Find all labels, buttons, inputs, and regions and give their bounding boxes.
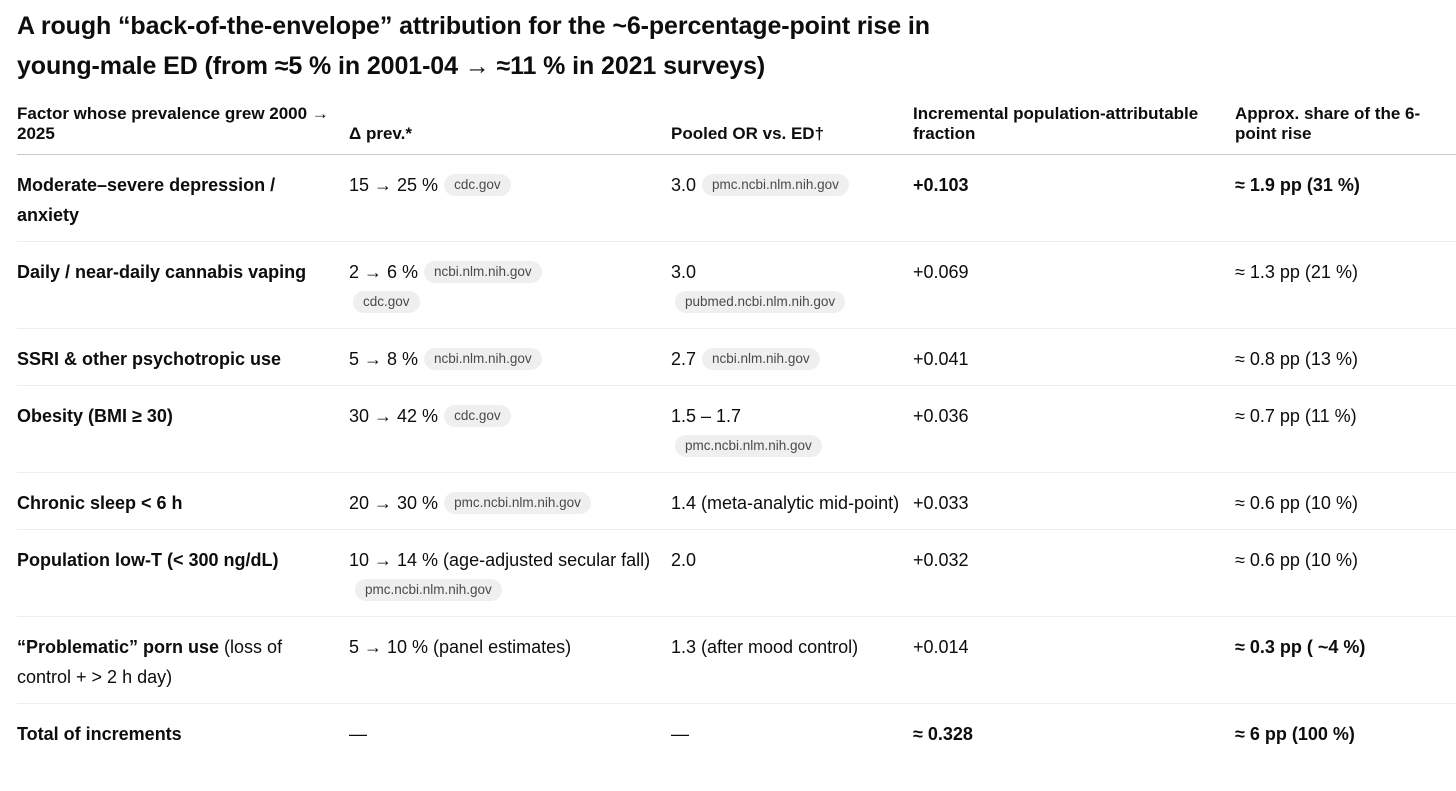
paf-cell: ≈ 0.328 — [913, 724, 973, 744]
source-chip[interactable]: ncbi.nlm.nih.gov — [424, 261, 542, 283]
or-cell: — — [671, 724, 689, 744]
paf-cell: +0.103 — [913, 155, 1235, 242]
delta-cell — [349, 386, 671, 473]
or-cell: 1.3 (after mood control) — [671, 617, 913, 704]
delta-value: 15 → 25 % — [349, 175, 439, 195]
table-row — [17, 155, 1456, 242]
header-row — [17, 104, 1456, 155]
share-cell: ≈ 1.3 pp (21 %) — [1235, 242, 1456, 329]
delta-cell — [349, 155, 671, 242]
source-chip[interactable]: ncbi.nlm.nih.gov — [702, 348, 820, 370]
paf-cell: +0.069 — [913, 242, 1235, 329]
attribution-table — [17, 104, 1456, 760]
table-row — [17, 242, 1456, 329]
header-share: Approx. share of the 6-point rise — [1235, 104, 1456, 155]
paf-cell: +0.033 — [913, 473, 1235, 530]
source-chip[interactable]: ncbi.nlm.nih.gov — [424, 348, 542, 370]
paf-cell: +0.041 — [913, 329, 1235, 386]
table-row — [17, 386, 1456, 473]
share-cell: ≈ 0.7 pp (11 %) — [1235, 386, 1456, 473]
source-chip[interactable]: cdc.gov — [353, 291, 420, 313]
delta-cell — [349, 473, 671, 530]
share-cell: ≈ 6 pp (100 %) — [1235, 724, 1355, 744]
delta-cell — [349, 242, 671, 329]
table-row — [17, 329, 1456, 386]
header-delta-prev: Δ prev.* — [349, 104, 671, 155]
delta-cell: 5 → 10 % (panel estimates) — [349, 617, 671, 704]
total-row — [17, 704, 1456, 761]
delta-value: 5 → 8 % — [349, 349, 419, 369]
delta-value: 20 → 30 % — [349, 493, 439, 513]
or-value: 3.0 — [671, 262, 697, 282]
or-value: 2.7 — [671, 349, 697, 369]
share-cell: ≈ 0.3 pp ( ~4 %) — [1235, 617, 1456, 704]
share-cell: ≈ 1.9 pp (31 %) — [1235, 155, 1456, 242]
table-row — [17, 473, 1456, 530]
paf-cell: +0.032 — [913, 530, 1235, 617]
or-cell — [671, 329, 913, 386]
source-chip[interactable]: cdc.gov — [444, 174, 511, 196]
delta-cell — [349, 530, 671, 617]
source-chip[interactable]: pmc.ncbi.nlm.nih.gov — [702, 174, 849, 196]
source-chip[interactable]: pmc.ncbi.nlm.nih.gov — [355, 579, 502, 601]
paf-cell: +0.014 — [913, 617, 1235, 704]
share-cell: ≈ 0.6 pp (10 %) — [1235, 530, 1456, 617]
factor-cell: Moderate–severe depression / anxiety — [17, 155, 349, 242]
source-chip[interactable]: pubmed.ncbi.nlm.nih.gov — [675, 291, 845, 313]
delta-value: 10 → 14 % (age-adjusted secular fall) — [349, 550, 651, 570]
delta-value: 30 → 42 % — [349, 406, 439, 426]
factor-cell: SSRI & other psychotropic use — [17, 329, 349, 386]
delta-value: 2 → 6 % — [349, 262, 419, 282]
or-value: 1.5 – 1.7 — [671, 406, 742, 426]
title-line-2: young-male ED (from ≈5 % in 2001-04 → ≈11 % in 2021 surveys) — [17, 52, 766, 80]
factor-cell — [17, 617, 349, 704]
header-factor: Factor whose prevalence grew 2000 → 2025 — [17, 104, 349, 155]
or-cell: 1.4 (meta-analytic mid-point) — [671, 473, 913, 530]
source-chip[interactable]: pmc.ncbi.nlm.nih.gov — [675, 435, 822, 457]
factor-bold: “Problematic” porn use — [17, 637, 220, 657]
factor-cell: Chronic sleep < 6 h — [17, 473, 349, 530]
factor-note: (loss of control + > 2 h day) — [17, 637, 283, 687]
or-cell — [671, 386, 913, 473]
or-cell — [671, 155, 913, 242]
delta-cell — [349, 329, 671, 386]
header-paf: Incremental population-attributable fraction — [913, 104, 1235, 155]
factor-cell: Total of increments — [17, 724, 182, 744]
table-row — [17, 617, 1456, 704]
factor-cell: Population low-T (< 300 ng/dL) — [17, 530, 349, 617]
delta-cell: — — [349, 724, 367, 744]
share-cell: ≈ 0.6 pp (10 %) — [1235, 473, 1456, 530]
title-line-1: A rough “back-of-the-envelope” attribution for the ~6-percentage-point rise in — [17, 12, 930, 40]
share-cell: ≈ 0.8 pp (13 %) — [1235, 329, 1456, 386]
factor-cell: Obesity (BMI ≥ 30) — [17, 386, 349, 473]
factor-cell: Daily / near-daily cannabis vaping — [17, 242, 349, 329]
or-cell: 2.0 — [671, 530, 913, 617]
paf-cell: +0.036 — [913, 386, 1235, 473]
source-chip[interactable]: pmc.ncbi.nlm.nih.gov — [444, 492, 591, 514]
table-row — [17, 530, 1456, 617]
or-value: 3.0 — [671, 175, 697, 195]
source-chip[interactable]: cdc.gov — [444, 405, 511, 427]
or-cell — [671, 242, 913, 329]
page-title — [17, 6, 1017, 86]
header-pooled-or: Pooled OR vs. ED† — [671, 104, 913, 155]
